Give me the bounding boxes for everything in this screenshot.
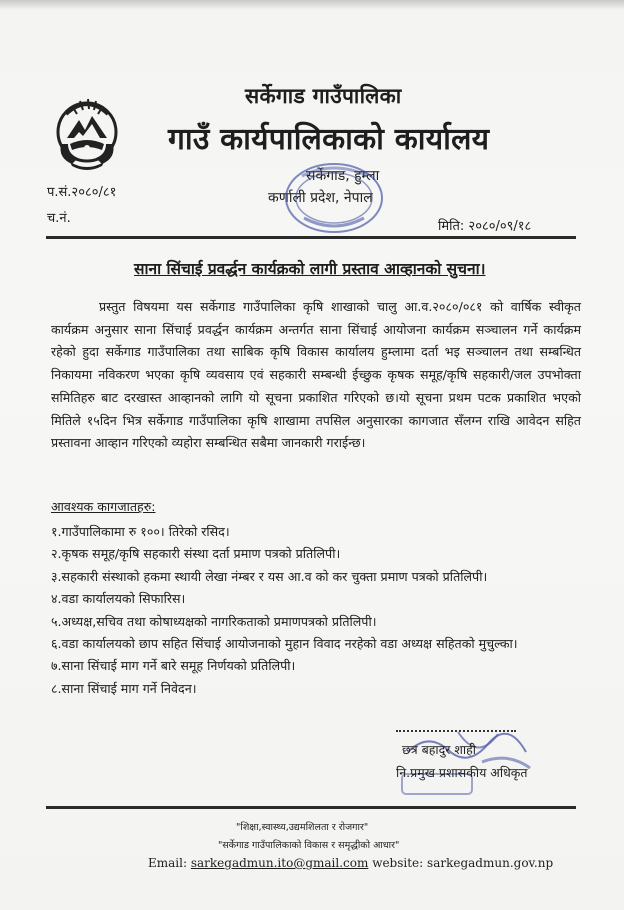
signer-title: नि.प्रमुख प्रशासकीय अधिकृत — [396, 765, 528, 780]
dispatch-number: च.नं. — [47, 211, 71, 226]
notice-body: प्रस्तुत विषयमा यस सर्केगाड गाउँपालिका कृषि शाखाको चालु आ.व.२०८०/०८१ को वार्षिक स्वीकृत कार्यक्रम अनुसार साना सिंचाई प्रवर्द्धन कार्यक्रम अन्तर्गत साना सिंचाई आयोजना कार्यक्रम सञ्चालन गर्ने कार्यक्रम रहेको हुदा सर्केगाड गाउँपालिका तथा साबिक कृषि विकास कार्यालय हुम्लामा दर्ता भइ सञ्चालन तथा सम्बन्धित निकायमा नविकरण भएका कृषि व्यवसाय एवं सहकारी सम्बन्धी ईच्छुक कृषक समूह/कृषि सहकारी/जल उपभोक्ता समितिहरु बाट दरखास्त आव्हानको लागि यो सूचना प्रकाशित गरिएको छ।यो सूचना प्रथम पटक प्रकाशित भएको मितिले १५दिन भित्र सर्केगाड गाउँपालिका कृषि शाखामा तपसिल अनुसारका कागजात सँलग्न राखि आवेदन सहित प्रस्तावना आव्हान गरिएको व्यहोरा सम्बन्धित सबैमा जानकारी गराईन्छ। — [51, 299, 581, 451]
letter-date: मिति: २०८०/०९/१८ — [438, 219, 532, 234]
page-edge-shadow — [0, 0, 624, 10]
signature-stamp-icon — [398, 722, 538, 802]
address-province: कर्णाली प्रदेश, नेपाल — [268, 190, 373, 206]
footer-slogan-primary: "शिक्षा,स्वास्थ्य,उद्यमशिलता र रोजगार" — [236, 822, 369, 833]
requirements-heading: आवश्यक कागजातहरु: — [51, 499, 156, 514]
header-divider — [46, 236, 576, 239]
municipality-name: सर्केगाड गाउँपालिका — [245, 84, 402, 108]
office-stamp-icon — [264, 148, 414, 238]
address-district: सर्केगाड, हुम्ला — [306, 168, 380, 184]
government-emblem-icon — [52, 92, 122, 172]
list-item: ५.अध्यक्ष,सचिव तथा कोषाध्यक्षको नागरिकताको प्रमाणपत्रको प्रतिलिपी। — [51, 613, 377, 629]
email-link[interactable]: sarkegadmun.ito@gmail.com — [190, 856, 369, 870]
website-label: website: — [372, 856, 424, 870]
website-link[interactable]: sarkegadmun.gov.np — [427, 856, 554, 870]
list-item: ४.वडा कार्यालयको सिफारिस। — [51, 591, 186, 607]
reference-number: प.सं.२०८०/८१ — [47, 185, 117, 200]
list-item: ७.साना सिंचाई माग गर्ने बारे समूह निर्णयको प्रतिलिपी। — [51, 658, 296, 674]
list-item: २.कृषक समूह/कृषि सहकारी संस्था दर्ता प्रमाण पत्रको प्रतिलिपी। — [51, 546, 341, 562]
signer-name: छत्र बहादुर शाही — [402, 742, 476, 757]
list-item: ८.साना सिंचाई माग गर्ने निवेदन। — [51, 680, 197, 696]
footer-slogan-secondary: "सर्केगाड गाउँपालिकाको विकास र समृद्धीको आधार" — [218, 840, 400, 851]
list-item: १.गाउँपालिकामा रु १००। तिरेको रसिद। — [51, 524, 230, 539]
list-item: ६.वडा कार्यालयको छाप सहित सिंचाई आयोजनाको मुहान विवाद नरहेको वडा अध्यक्ष सहितको मुचुल्का। — [51, 636, 518, 652]
notice-title: साना सिंचाई प्रवर्द्धन कार्यक्रको लागी प्रस्ताव आव्हानको सुचना। — [134, 260, 486, 278]
footer-divider — [46, 806, 576, 809]
list-item: ३.सहकारी संस्थाको हकमा स्थायी लेखा नंम्बर र यस आ.व को कर चुक्ता प्रमाण पत्रको प्रतिलिपी। — [51, 568, 488, 584]
requirements-list — [51, 521, 581, 700]
email-label: Email: — [148, 856, 188, 870]
footer-contact — [148, 856, 553, 870]
office-title: गाउँ कार्यपालिकाको कार्यालय — [168, 122, 490, 157]
